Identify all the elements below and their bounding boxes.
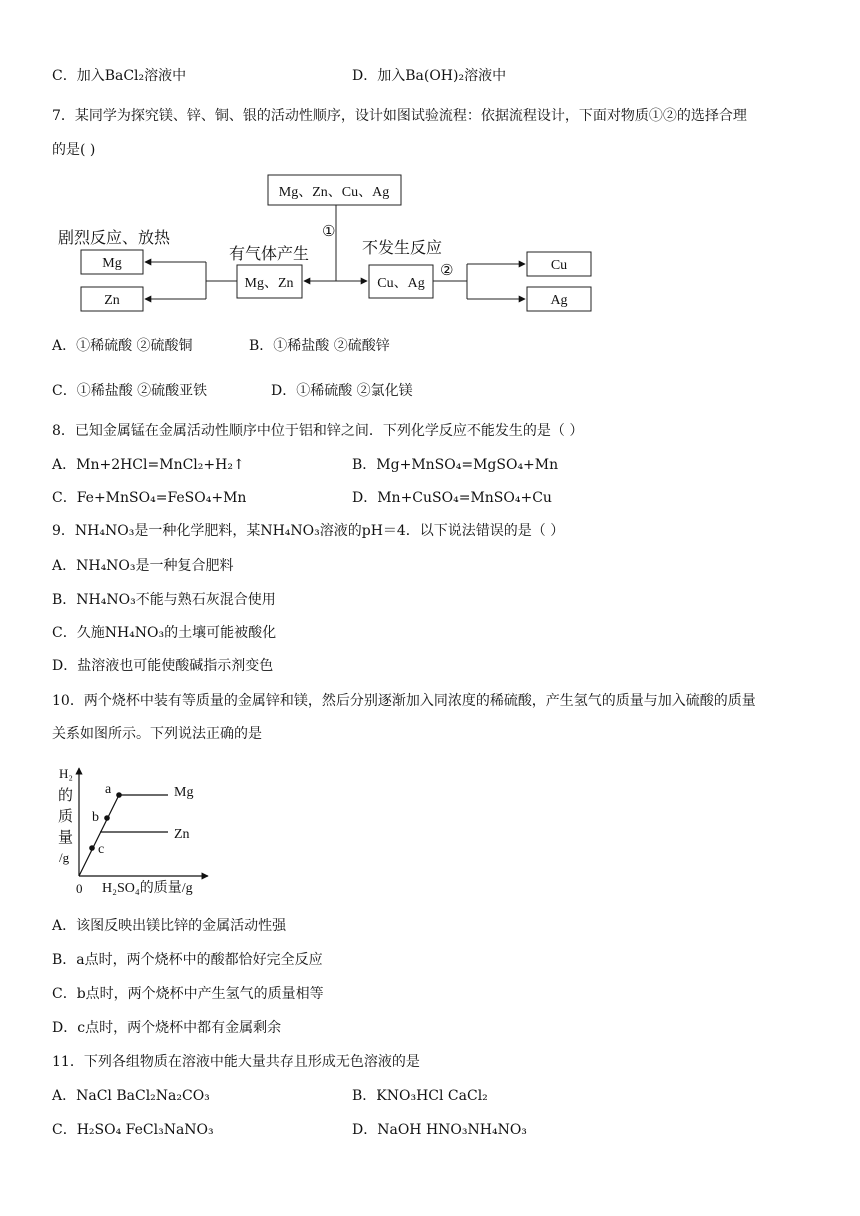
q8-option-a: A．Mn+2HCl=MnCl₂+H₂↑ xyxy=(52,457,245,473)
q7-left-label: 剧烈反应、放热 xyxy=(58,228,171,247)
q7-mg-box-label: Mg xyxy=(102,256,122,271)
q10-origin-label: 0 xyxy=(76,881,83,896)
q10-option-b: B．a点时，两个烧杯中的酸都恰好完全反应 xyxy=(52,952,323,968)
q8-option-b: B．Mg+MnSO₄=MgSO₄+Mn xyxy=(352,457,559,473)
q9-option-b: B．NH₄NO₃不能与熟石灰混合使用 xyxy=(52,592,276,608)
q7-cuag-box-label: Cu、Ag xyxy=(377,276,425,291)
q11-option-b: B．KNO₃HCl CaCl₂ xyxy=(352,1088,488,1104)
q11-stem: 11．下列各组物质在溶液中能大量共存且形成无色溶液的是 xyxy=(52,1054,420,1070)
q10-y-label-0: H₂ xyxy=(59,766,73,781)
q8-stem: 8．已知金属锰在金属活动性顺序中位于铝和锌之间．下列化学反应不能发生的是（ ） xyxy=(52,423,584,439)
q10-line-mg xyxy=(79,795,168,876)
q7-flow-diagram xyxy=(0,0,860,330)
q10-y-label-3: 量 xyxy=(58,828,74,846)
q7-circle-1: ① xyxy=(322,222,336,240)
q7-mid-label: 有气体产生 xyxy=(229,244,310,263)
q10-point-a-label: a xyxy=(105,782,112,797)
q10-point-a xyxy=(116,792,122,798)
q10-y-label-4: /g xyxy=(59,850,70,865)
q8-option-c: C．Fe+MnSO₄=FeSO₄+Mn xyxy=(52,490,247,506)
q11-option-c: C．H₂SO₄ FeCl₃NaNO₃ xyxy=(52,1122,214,1138)
q7-cu-box-label: Cu xyxy=(550,258,568,273)
q9-option-c: C．久施NH₄NO₃的土壤可能被酸化 xyxy=(52,625,277,641)
q7-zn-box-label: Zn xyxy=(104,293,120,308)
q7-option-c: C．①稀盐酸 ②硫酸亚铁 xyxy=(52,383,208,399)
q10-stem-line1: 10．两个烧杯中装有等质量的金属锌和镁，然后分别逐渐加入同浓度的稀硫酸，产生氢气的质量与加入硫酸的质量 xyxy=(52,693,756,709)
q9-option-a: A．NH₄NO₃是一种复合肥料 xyxy=(52,558,234,574)
q10-point-c-label: c xyxy=(98,842,105,857)
q7-top-box-label: Mg、Zn、Cu、Ag xyxy=(278,185,390,200)
q6-option-d: D．加入Ba(OH)₂溶液中 xyxy=(352,68,507,84)
q10-graph xyxy=(50,758,220,898)
q10-y-label-1: 的 xyxy=(58,786,74,804)
q7-option-a: A．①稀硫酸 ②硫酸铜 xyxy=(52,338,193,354)
q10-point-b xyxy=(104,815,110,821)
q10-series-mg-label: Mg xyxy=(174,785,194,800)
q10-x-label: H₂SO₄的质量/g xyxy=(102,881,193,896)
q7-mgzn-box-label: Mg、Zn xyxy=(244,276,294,291)
q10-option-d: D．c点时，两个烧杯中都有金属剩余 xyxy=(52,1020,282,1036)
q8-option-d: D．Mn+CuSO₄=MnSO₄+Cu xyxy=(352,490,552,506)
q10-option-a: A．该图反映出镁比锌的金属活动性强 xyxy=(52,918,287,934)
q7-right-label: 不发生反应 xyxy=(362,238,443,257)
q7-stem-line1: 7．某同学为探究镁、锌、铜、银的活动性顺序，设计如图试验流程：依据流程设计，下面对物质①②的选择合理 xyxy=(52,108,747,124)
q7-option-b: B．①稀盐酸 ②硫酸锌 xyxy=(249,338,390,354)
q10-point-c xyxy=(89,845,95,851)
q6-option-c: C．加入BaCl₂溶液中 xyxy=(52,68,187,84)
q7-circle-2: ② xyxy=(440,261,454,279)
q11-option-a: A．NaCl BaCl₂Na₂CO₃ xyxy=(52,1088,210,1104)
q10-stem-line2: 关系如图所示。下列说法正确的是 xyxy=(52,726,262,742)
q10-y-label-2: 质 xyxy=(58,807,74,825)
q9-option-d: D．盐溶液也可能使酸碱指示剂变色 xyxy=(52,658,274,674)
q10-option-c: C．b点时，两个烧杯中产生氢气的质量相等 xyxy=(52,986,324,1002)
q10-series-zn-label: Zn xyxy=(174,827,190,842)
q7-stem-line2: 的是( ) xyxy=(52,142,96,158)
q7-ag-box-label: Ag xyxy=(550,293,568,308)
q9-stem: 9．NH₄NO₃是一种化学肥料，某NH₄NO₃溶液的pH＝4．以下说法错误的是（ ） xyxy=(52,523,565,539)
q10-point-b-label: b xyxy=(92,810,99,825)
q11-option-d: D．NaOH HNO₃NH₄NO₃ xyxy=(352,1122,527,1138)
q7-option-d: D．①稀硫酸 ②氯化镁 xyxy=(271,383,413,399)
